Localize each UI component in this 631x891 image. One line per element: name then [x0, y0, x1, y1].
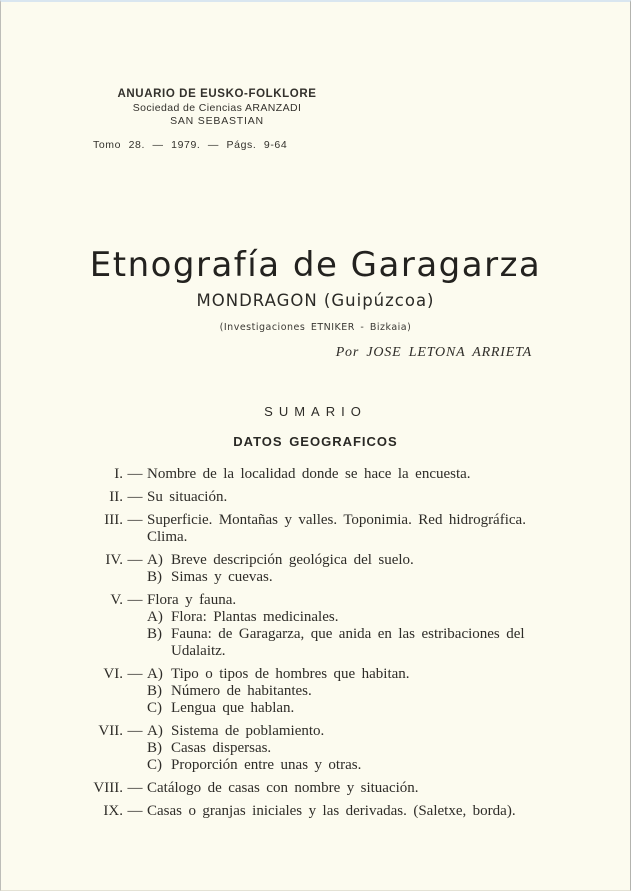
toc-entry [71, 803, 546, 820]
toc-line-text: Tipo o tipos de hombres que habitan. [171, 666, 410, 682]
toc-line-text: Casas o granjas iniciales y las derivadas. (Saletxe, borda). [147, 803, 516, 819]
toc-line [147, 643, 546, 660]
toc-line [147, 466, 546, 483]
toc-entry [71, 666, 546, 717]
toc-roman-numeral: VIII. [93, 780, 123, 796]
toc-entry-content [147, 512, 546, 546]
toc-line-text: Sistema de poblamiento. [171, 723, 325, 739]
toc-line [147, 740, 546, 757]
toc-line-text: Udalaitz. [171, 643, 226, 659]
toc-entry [71, 512, 546, 546]
toc-dash: — [127, 803, 143, 819]
toc-entry [71, 723, 546, 774]
toc-subitem-letter: A) [147, 723, 163, 739]
toc-entry-content [147, 723, 546, 774]
toc-line [147, 757, 546, 774]
toc-dash: — [127, 723, 143, 739]
toc-dash: — [127, 466, 143, 482]
toc-roman-numeral: IX. [103, 803, 123, 819]
toc-entry [71, 552, 546, 586]
publication-city: SAN SEBASTIAN [170, 115, 264, 127]
publication-name: ANUARIO DE EUSKO-FOLKLORE [117, 88, 317, 100]
toc-subitem-letter: B) [147, 683, 162, 699]
toc-line-text: Flora y fauna. [147, 592, 237, 608]
toc-entry-content [147, 803, 546, 820]
toc-line-text: Fauna: de Garagarza, que anida en las estribaciones del [171, 626, 525, 642]
toc-entry-content [147, 780, 546, 797]
toc-entry-content [147, 552, 546, 586]
publication-header [89, 88, 345, 151]
article-title: Etnografía de Garagarza [89, 245, 542, 285]
toc-line [147, 723, 546, 740]
toc-line-text: Casas dispersas. [171, 740, 272, 756]
article-subtitle-location: MONDRAGON (Guipúzcoa) [196, 291, 435, 310]
toc-entry [71, 780, 546, 797]
toc-line-text: Número de habitantes. [171, 683, 312, 699]
toc-entry-content [147, 666, 546, 717]
toc-subitem-letter: A) [147, 552, 163, 568]
toc-line [147, 569, 546, 586]
author-byline: Por JOSE LETONA ARRIETA [335, 345, 532, 360]
section-title: DATOS GEOGRAFICOS [233, 434, 398, 449]
toc-line-text: Flora: Plantas medicinales. [171, 609, 339, 625]
summary-heading: SUMARIO [264, 404, 367, 419]
toc-subitem-letter: C) [147, 700, 162, 716]
toc-subitem-letter: A) [147, 609, 163, 625]
toc-line-text: Simas y cuevas. [171, 569, 273, 585]
toc-roman-numeral: VII. [98, 723, 123, 739]
toc-line-text: Lengua que hablan. [171, 700, 295, 716]
toc-subitem-letter: B) [147, 740, 162, 756]
toc-line-text: Catálogo de casas con nombre y situación. [147, 780, 419, 796]
toc-dash: — [127, 780, 143, 796]
toc-entry [71, 466, 546, 483]
publication-society: Sociedad de Ciencias ARANZADI [132, 102, 302, 114]
toc-line [147, 666, 546, 683]
toc-line [147, 512, 546, 529]
toc-dash: — [127, 552, 143, 568]
toc-line-text: Clima. [147, 529, 188, 545]
toc-line [147, 700, 546, 717]
toc-line [147, 489, 546, 506]
toc-line [147, 529, 546, 546]
toc-entry [71, 489, 546, 506]
toc-subitem-letter: B) [147, 626, 162, 642]
toc-entry-content [147, 592, 546, 660]
toc-roman-numeral: V. [110, 592, 123, 608]
toc-line [147, 626, 546, 643]
series-note: (Investigaciones ETNIKER - Bizkaia) [219, 322, 412, 333]
toc-line [147, 592, 546, 609]
toc-line-text: Proporción entre unas y otras. [171, 757, 362, 773]
toc-roman-numeral: II. [109, 489, 123, 505]
toc-dash: — [127, 512, 143, 528]
toc-line-text: Superficie. Montañas y valles. Toponimia. Red hidrográfica. [147, 512, 526, 528]
toc-roman-numeral: VI. [103, 666, 123, 682]
toc-line [147, 552, 546, 569]
publication-volume-line: Tomo 28. — 1979. — Págs. 9-64 [93, 139, 288, 151]
toc-subitem-letter: B) [147, 569, 162, 585]
toc-entry [71, 592, 546, 660]
toc-line-text: Su situación. [147, 489, 228, 505]
toc-line [147, 803, 546, 820]
toc-dash: — [127, 489, 143, 505]
toc-roman-numeral: III. [104, 512, 123, 528]
toc-dash: — [127, 592, 143, 608]
toc-line [147, 683, 546, 700]
toc-line-text: Breve descripción geológica del suelo. [171, 552, 414, 568]
toc-dash: — [127, 666, 143, 682]
toc-roman-numeral: IV. [105, 552, 123, 568]
toc-entry-content [147, 489, 546, 506]
toc-subitem-letter: C) [147, 757, 162, 773]
toc-roman-numeral: I. [114, 466, 123, 482]
toc-subitem-letter: A) [147, 666, 163, 682]
toc-line [147, 780, 546, 797]
toc-entry-content [147, 466, 546, 483]
toc-line [147, 609, 546, 626]
table-of-contents [71, 460, 546, 820]
toc-line-text: Nombre de la localidad donde se hace la encuesta. [147, 466, 471, 482]
